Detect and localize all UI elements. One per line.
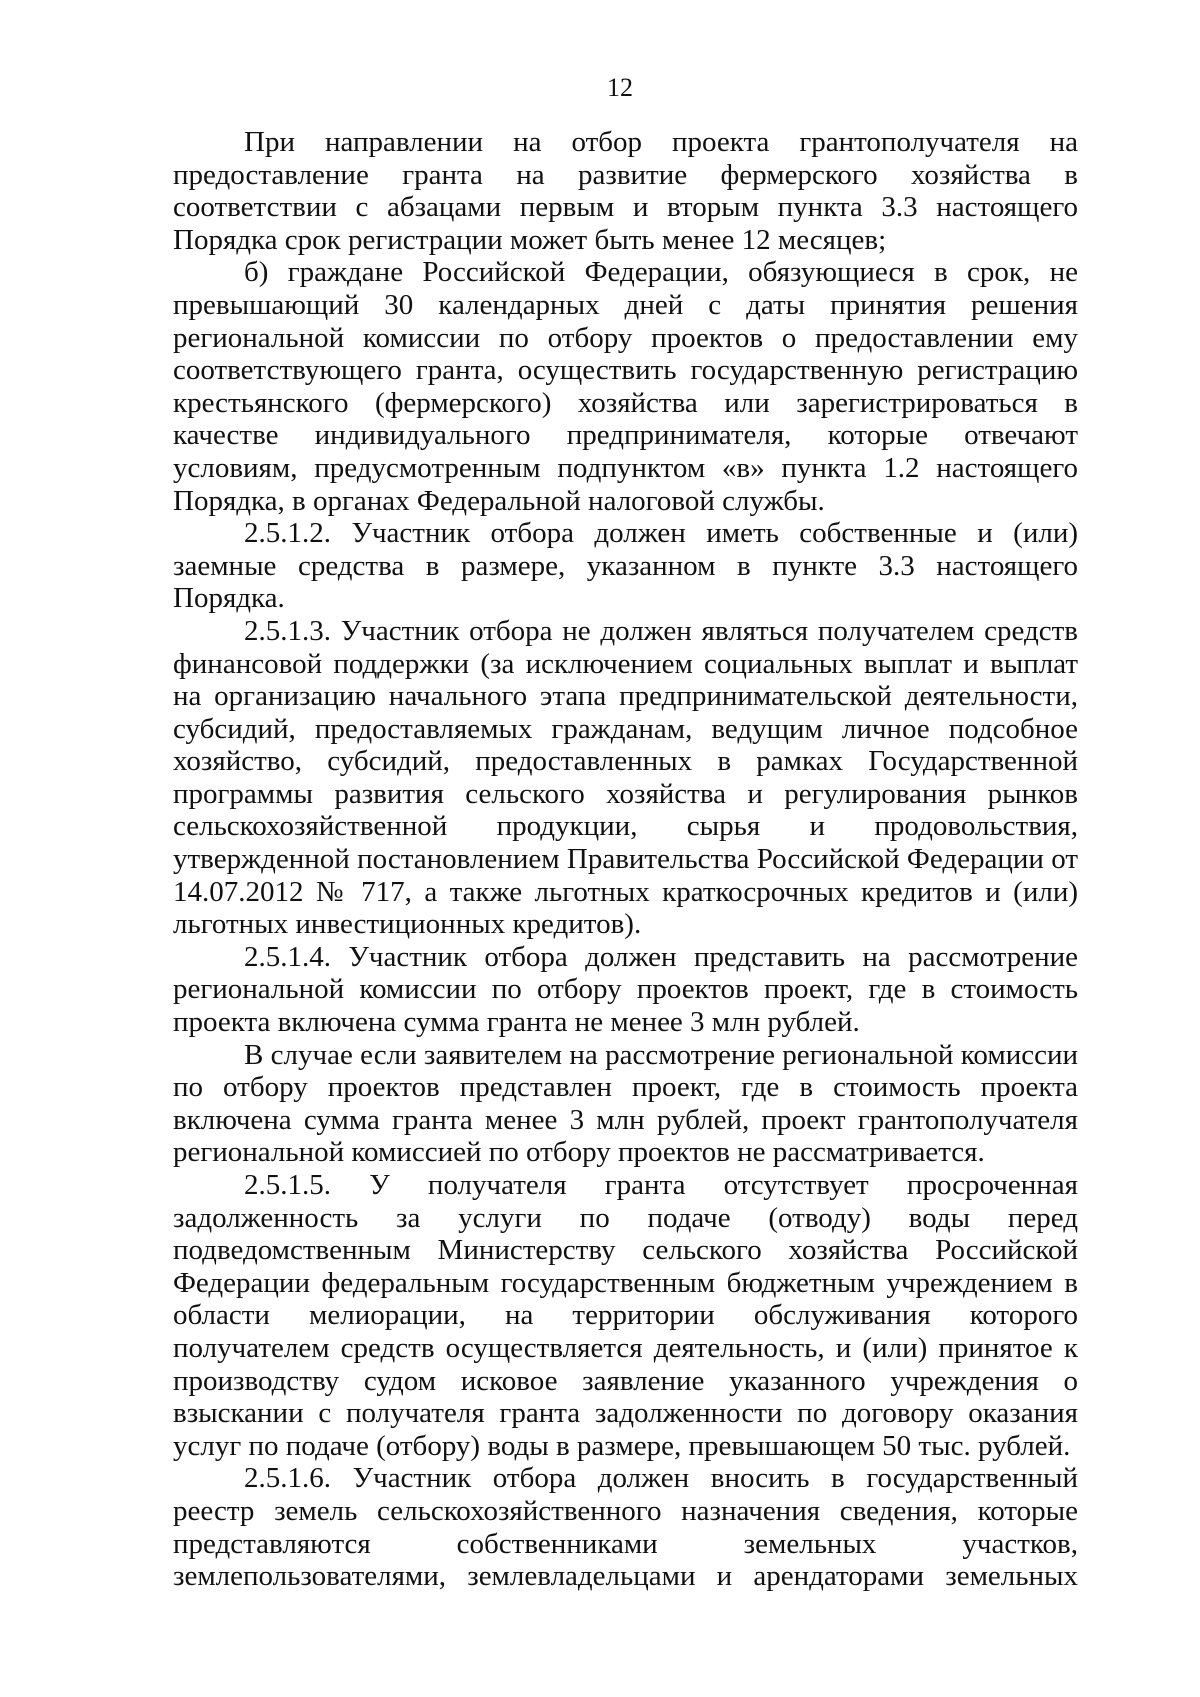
paragraph-citizens-obligation: б) граждане Российской Федерации, обязующиеся в срок, не превышающий 30 календарных дней с даты принятия решения региональной комиссии по отбору проектов о предоставлении ему соответствующего гранта, осуществить государственную регистрацию крестьянского (фермерского) хозяйства или зарегистрироваться в качестве индивидуального предпринимателя, которые отвечают условиям, предусмотренным подпунктом «в» пункта 1.2 настоящего Порядка, в органах Федеральной налоговой службы. [173,256,1078,517]
document-body [173,126,1078,1593]
paragraph-2-5-1-4: 2.5.1.4. Участник отбора должен представить на рассмотрение региональной комиссии по отбору проектов проект, где в стоимость проекта включена сумма гранта не менее 3 млн рублей. [173,940,1078,1039]
paragraph-2-5-1-5: 2.5.1.5. У получателя гранта отсутствует просроченная задолженность за услуги по подаче (отводу) воды перед подведомственным Министерству сельского хозяйства Российской Федерации федеральным государственным бюджетным учреждением в области мелиорации, на территории обслуживания которого получателем средств осуществляется деятельность, и (или) принятое к производству судом исковое заявление указанного учреждения о взыскании с получателя гранта задолженности по договору оказания услуг по подаче (отбору) воды в размере, превышающем 50 тыс. рублей. [173,1169,1078,1462]
paragraph-2-5-1-2: 2.5.1.2. Участник отбора должен иметь собственные и (или) заемные средства в размере, указанном в пункте 3.3 настоящего Порядка. [173,517,1078,615]
paragraph-2-5-1-6: 2.5.1.6. Участник отбора должен вносить в государственный реестр земель сельскохозяйственного назначения сведения, которые представляются собственниками земельных участков, землепользователями, землевладельцами и арендаторами земельных [173,1462,1078,1593]
paragraph-2-5-1-3: 2.5.1.3. Участник отбора не должен являться получателем средств финансовой поддержки (за исключением социальных выплат и выплат на организацию начального этапа предпринимательской деятельности, субсидий, предоставляемых гражданам, ведущим личное подсобное хозяйство, субсидий, предоставленных в рамках Государственной программы развития сельского хозяйства и регулирования рынков сельскохозяйственной продукции, сырья и продовольствия, утвержденной постановлением Правительства Российской Федерации от 14.07.2012 № 717, а также льготных краткосрочных кредитов и (или) льготных инвестиционных кредитов). [173,614,1078,941]
paragraph-registration-term: При направлении на отбор проекта грантополучателя на предоставление гранта на развитие фермерского хозяйства в соответствии с абзацами первым и вторым пункта 3.3 настоящего Порядка срок регистрации может быть менее 12 месяцев; [173,126,1078,256]
paragraph-project-not-considered: В случае если заявителем на рассмотрение региональной комиссии по отбору проектов представлен проект, где в стоимость проекта включена сумма гранта менее 3 млн рублей, проект грантополучателя региональной комиссией по отбору проектов не рассматривается. [173,1038,1078,1169]
page-number: 12 [607,73,633,102]
